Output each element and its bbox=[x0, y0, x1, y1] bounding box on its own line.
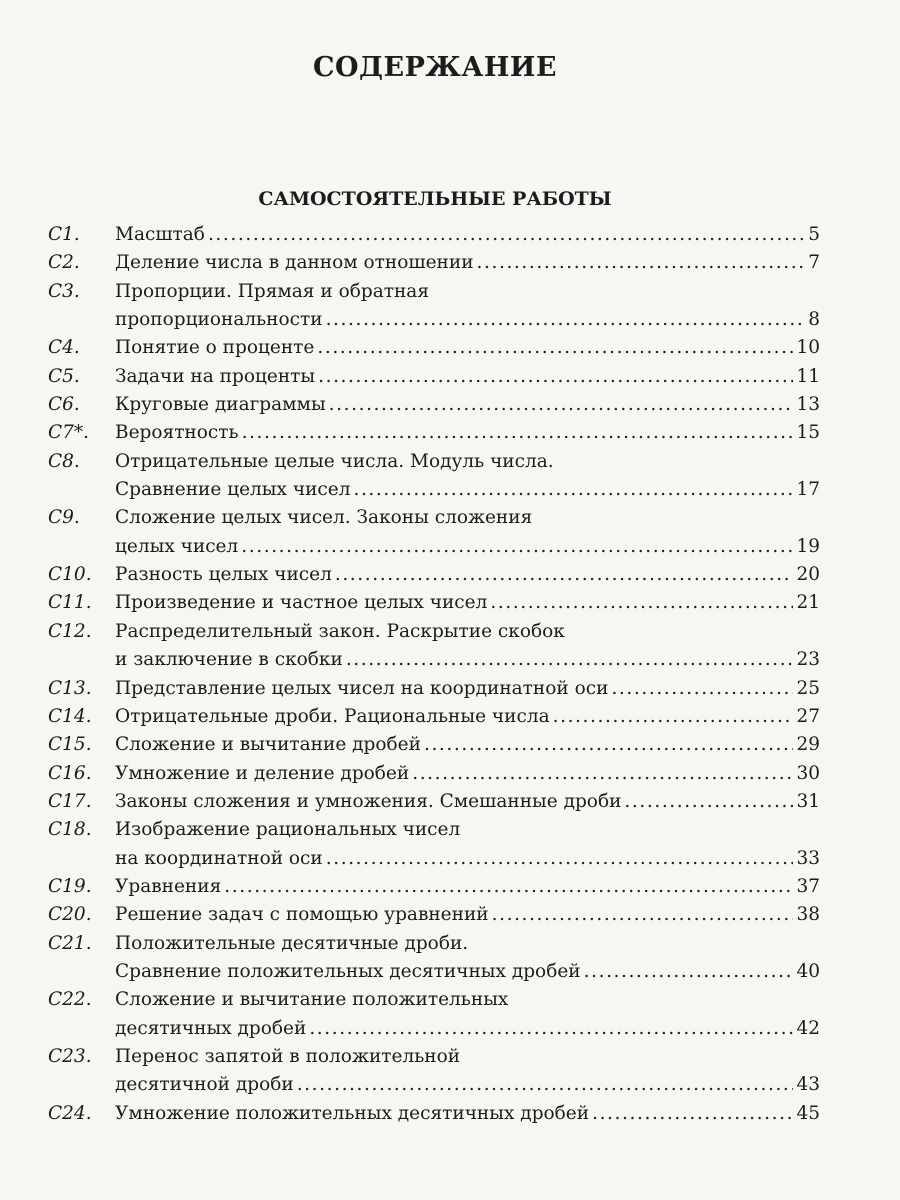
dot-leader bbox=[329, 391, 794, 419]
entry-title: Распределительный закон. Раскрытие скобок bbox=[115, 620, 565, 642]
entry-title: Задачи на проценты bbox=[115, 365, 316, 387]
dot-leader bbox=[624, 788, 793, 816]
toc-entry[interactable] bbox=[48, 1100, 820, 1128]
entry-title: Сложение целых чисел. Законы сложения bbox=[115, 507, 533, 529]
entry-code: C13. bbox=[48, 677, 92, 699]
page-number: 45 bbox=[796, 1102, 820, 1124]
entry-title: Вероятность bbox=[115, 422, 239, 444]
toc-entry[interactable] bbox=[48, 504, 820, 561]
page-number: 20 bbox=[796, 564, 820, 586]
page-number: 10 bbox=[796, 337, 820, 359]
dot-leader bbox=[326, 845, 794, 873]
entry-title: Произведение и частное целых чисел bbox=[115, 592, 488, 614]
entry-code-spacer bbox=[48, 1071, 115, 1099]
dot-leader bbox=[492, 901, 794, 929]
dot-leader bbox=[611, 675, 793, 703]
entry-title: Сравнение целых чисел bbox=[115, 479, 351, 501]
page-number: 25 bbox=[796, 677, 820, 699]
entry-title: десятичной дроби bbox=[115, 1074, 294, 1096]
toc-entry[interactable] bbox=[48, 363, 820, 391]
entry-code-spacer bbox=[48, 845, 115, 873]
dot-leader bbox=[346, 646, 794, 674]
page-number: 15 bbox=[796, 422, 820, 444]
entry-code: C24. bbox=[48, 1102, 92, 1124]
page-number: 17 bbox=[796, 479, 820, 501]
toc-entry[interactable] bbox=[48, 419, 820, 447]
toc-entry[interactable] bbox=[48, 334, 820, 362]
entry-title: Умножение положительных десятичных дробей bbox=[115, 1102, 590, 1124]
entry-code: C7*. bbox=[48, 422, 90, 444]
entry-code-spacer bbox=[48, 476, 115, 504]
page-number: 11 bbox=[796, 365, 820, 387]
entry-code: C18. bbox=[48, 819, 92, 841]
entry-code: C15. bbox=[48, 734, 92, 756]
toc-entry[interactable] bbox=[48, 816, 820, 873]
toc-entry[interactable] bbox=[48, 901, 820, 929]
page-number: 33 bbox=[796, 847, 820, 869]
dot-leader bbox=[592, 1100, 793, 1128]
page-number: 37 bbox=[796, 875, 820, 897]
entry-code: C5. bbox=[48, 365, 80, 387]
page-number: 5 bbox=[808, 224, 820, 245]
entry-title: Понятие о проценте bbox=[115, 337, 315, 359]
entry-code: C22. bbox=[48, 989, 92, 1011]
toc-entry[interactable] bbox=[48, 675, 820, 703]
entry-code: C3. bbox=[48, 280, 80, 302]
toc-entry[interactable] bbox=[48, 391, 820, 419]
entry-code: C12. bbox=[48, 620, 92, 642]
entry-code: C16. bbox=[48, 762, 92, 784]
entry-code: C9. bbox=[48, 507, 80, 529]
dot-leader bbox=[224, 873, 793, 901]
entry-code-spacer bbox=[48, 1015, 115, 1043]
entry-code: C1. bbox=[48, 224, 80, 245]
toc-entry[interactable] bbox=[48, 589, 820, 617]
entry-title: Перенос запятой в положительной bbox=[115, 1045, 461, 1067]
entry-title: Положительные десятичные дроби. bbox=[115, 932, 469, 954]
entry-title: Решение задач с помощью уравнений bbox=[115, 904, 489, 926]
dot-leader bbox=[424, 731, 793, 759]
dot-leader bbox=[412, 760, 793, 788]
dot-leader bbox=[490, 589, 793, 617]
entry-code: C20. bbox=[48, 904, 92, 926]
page-number: 23 bbox=[796, 649, 820, 671]
entry-code: C6. bbox=[48, 394, 80, 416]
page-number: 19 bbox=[796, 535, 820, 557]
toc-entry[interactable] bbox=[48, 788, 820, 816]
page-number: 29 bbox=[796, 734, 820, 756]
entry-title: Законы сложения и умножения. Смешанные дроби bbox=[115, 790, 622, 812]
entry-title: и заключение в скобки bbox=[115, 649, 343, 671]
entry-title: Отрицательные целые числа. Модуль числа. bbox=[115, 450, 554, 472]
page-number: 13 bbox=[796, 394, 820, 416]
entry-title: пропорциональности bbox=[115, 309, 323, 331]
entry-title: Представление целых чисел на координатной оси bbox=[115, 677, 609, 699]
entry-code-spacer bbox=[48, 306, 115, 334]
toc-entry[interactable] bbox=[48, 873, 820, 901]
table-of-contents bbox=[48, 221, 820, 1128]
entry-code: C11. bbox=[48, 592, 92, 614]
toc-entry[interactable] bbox=[48, 703, 820, 731]
dot-leader bbox=[297, 1071, 794, 1099]
dot-leader bbox=[335, 561, 794, 589]
entry-title: Разность целых чисел bbox=[115, 564, 332, 586]
toc-entry[interactable] bbox=[48, 221, 820, 249]
entry-title: Масштаб bbox=[115, 224, 205, 245]
entry-title: Сравнение положительных десятичных дробей bbox=[115, 960, 581, 982]
entry-title: десятичных дробей bbox=[115, 1017, 307, 1039]
section-heading: САМОСТОЯТЕЛЬНЫЕ РАБОТЫ bbox=[258, 188, 612, 210]
dot-leader bbox=[208, 221, 805, 249]
entry-code: C23. bbox=[48, 1045, 92, 1067]
toc-entry[interactable] bbox=[48, 448, 820, 505]
page-number: 31 bbox=[796, 790, 820, 812]
dot-leader bbox=[318, 363, 793, 391]
entry-code-spacer bbox=[48, 958, 115, 986]
entry-title: Изображение рациональных чисел bbox=[115, 819, 461, 841]
entry-code: C4. bbox=[48, 337, 80, 359]
dot-leader bbox=[326, 306, 805, 334]
entry-code-spacer bbox=[48, 646, 115, 674]
page-number: 43 bbox=[796, 1074, 820, 1096]
dot-leader bbox=[317, 334, 793, 362]
page-number: 42 bbox=[796, 1017, 820, 1039]
entry-code: C21. bbox=[48, 932, 92, 954]
entry-title: Пропорции. Прямая и обратная bbox=[115, 280, 429, 302]
entry-title: Сложение и вычитание дробей bbox=[115, 734, 421, 756]
page-number: 38 bbox=[796, 904, 820, 926]
toc-entry[interactable] bbox=[48, 1043, 820, 1100]
page-number: 21 bbox=[796, 592, 820, 614]
dot-leader bbox=[309, 1015, 793, 1043]
entry-code: C19. bbox=[48, 875, 92, 897]
entry-title: Деление числа в данном отношении bbox=[115, 252, 474, 274]
entry-code: C8. bbox=[48, 450, 80, 472]
toc-entry[interactable] bbox=[48, 618, 820, 675]
entry-title: Умножение и деление дробей bbox=[115, 762, 410, 784]
dot-leader bbox=[242, 419, 794, 447]
toc-entry[interactable] bbox=[48, 249, 820, 277]
entry-code: C17. bbox=[48, 790, 92, 812]
entry-title: Уравнения bbox=[115, 875, 222, 897]
toc-entry[interactable] bbox=[48, 731, 820, 759]
entry-code-spacer bbox=[48, 533, 115, 561]
dot-leader bbox=[353, 476, 793, 504]
dot-leader bbox=[584, 958, 794, 986]
page-number: 7 bbox=[808, 252, 820, 274]
entry-title: Круговые диаграммы bbox=[115, 394, 326, 416]
entry-title: Сложение и вычитание положительных bbox=[115, 989, 509, 1011]
dot-leader bbox=[553, 703, 794, 731]
toc-entry[interactable] bbox=[48, 760, 820, 788]
page-number: 40 bbox=[796, 960, 820, 982]
entry-code: C14. bbox=[48, 705, 92, 727]
page-title: СОДЕРЖАНИЕ bbox=[313, 52, 557, 83]
page-number: 30 bbox=[796, 762, 820, 784]
page-number: 8 bbox=[808, 309, 820, 331]
toc-entry[interactable] bbox=[48, 561, 820, 589]
toc-entry[interactable] bbox=[48, 278, 820, 335]
entry-code: C10. bbox=[48, 564, 92, 586]
dot-leader bbox=[241, 533, 793, 561]
dot-leader bbox=[477, 249, 805, 277]
entry-title: Отрицательные дроби. Рациональные числа bbox=[115, 705, 550, 727]
entry-title: целых чисел bbox=[115, 535, 239, 557]
entry-code: C2. bbox=[48, 252, 80, 274]
page-number: 27 bbox=[796, 705, 820, 727]
toc-entry[interactable] bbox=[48, 986, 820, 1043]
toc-entry[interactable] bbox=[48, 930, 820, 987]
entry-title: на координатной оси bbox=[115, 847, 323, 869]
